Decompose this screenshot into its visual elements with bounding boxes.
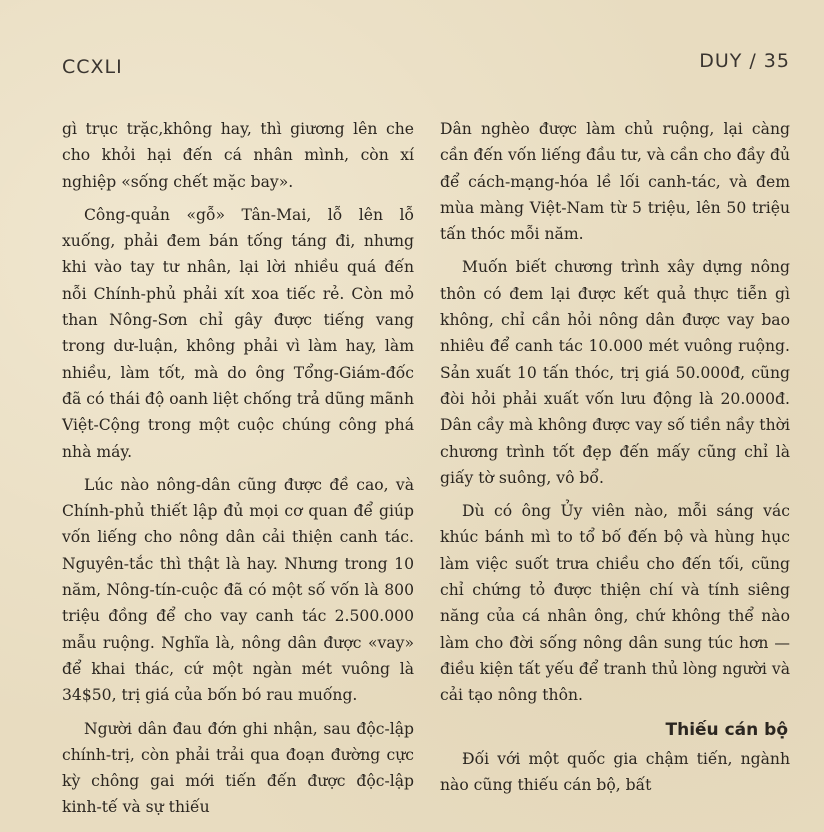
section-heading: Thiếu cán bộ bbox=[665, 719, 788, 740]
right-column bbox=[440, 116, 790, 805]
left-column bbox=[62, 116, 414, 828]
page-number: DUY / 35 bbox=[699, 50, 790, 72]
paragraph: Công-quản «gỗ» Tân-Mai, lỗ lên lỗ xuống, phải đem bán tống táng đi, nhưng khi vào tay tư nhân, lại lời nhiều quá đến nỗi Chính-phủ phải xít xoa tiếc rẻ. Còn mỏ than Nông-Sơn chỉ gây được tiếng vang trong dư-luận, không phải vì làm hay, làm nhiều, làm tốt, mà do ông Tổng-Giám-đốc đã có thái độ oanh liệt chống trả dũng mãnh Việt-Cộng trong một cuộc chúng công phá nhà máy. bbox=[62, 205, 414, 461]
paragraph: Dù có ông Ủy viên nào, mỗi sáng vác khúc bánh mì to tổ bố đến bộ và hùng hục làm việc suốt trưa chiều cho đến tối, cũng chỉ chứng tỏ được thiện chí và tính siêng năng của cá nhân ông, chứ không thể nào làm cho đời sống nông dân sung túc hơn — điều kiện tất yếu để tranh thủ lòng người và cải tạo nông thôn. bbox=[440, 502, 790, 705]
paragraph: Lúc nào nông-dân cũng được đề cao, và Chính-phủ thiết lập đủ mọi cơ quan để giúp vốn liếng cho nông dân cải thiện canh tác. Nguyên-tắc thì thật là hay. Nhưng trong 10 năm, Nông-tín-cuộc đã có một số vốn là 800 triệu đồng để cho vay canh tác 2.500.000 mẫu ruộng. Nghĩa là, nông dân được «vay» để khai thác, cứ một ngàn mét vuông là 34$50, trị giá của bốn bó rau muống. bbox=[62, 475, 414, 705]
paragraph: Dân nghèo được làm chủ ruộng, lại càng cần đến vốn liếng đầu tư, và cần cho đầy đủ để cách-mạng-hóa lề lối canh-tác, và đem mùa màng Việt-Nam từ 5 triệu, lên 50 triệu tấn thóc mỗi năm. bbox=[440, 120, 790, 244]
paragraph: gì trục trặc,không hay, thì giương lên che cho khỏi hại đến cá nhân mình, còn xí nghiệp «sống chết mặc bay». bbox=[62, 120, 414, 191]
paragraph: Đối với một quốc gia chậm tiến, ngành nào cũng thiếu cán bộ, bất bbox=[440, 749, 790, 794]
paragraph: Muốn biết chương trình xây dựng nông thôn có đem lại được kết quả thực tiễn gì không, chỉ cần hỏi nông dân được vay bao nhiêu để canh tác 10.000 mét vuông ruộng. Sản xuất 10 tấn thóc, trị giá 50.000đ, cũng đòi hỏi phải xuất vốn lưu động là 20.000đ. Dân cầy mà không được vay số tiền nầy thời chương trình tốt đẹp đến mấy cũng chỉ là giấy tờ suông, vô bổ. bbox=[440, 258, 790, 487]
volume-number: CCXLI bbox=[62, 56, 123, 78]
page-header bbox=[62, 50, 790, 80]
paragraph: Người dân đau đớn ghi nhận, sau độc-lập chính-trị, còn phải trải qua đoạn đường cực kỳ chông gai mới tiến đến được độc-lập kinh-tế và sự thiếu bbox=[62, 719, 414, 817]
